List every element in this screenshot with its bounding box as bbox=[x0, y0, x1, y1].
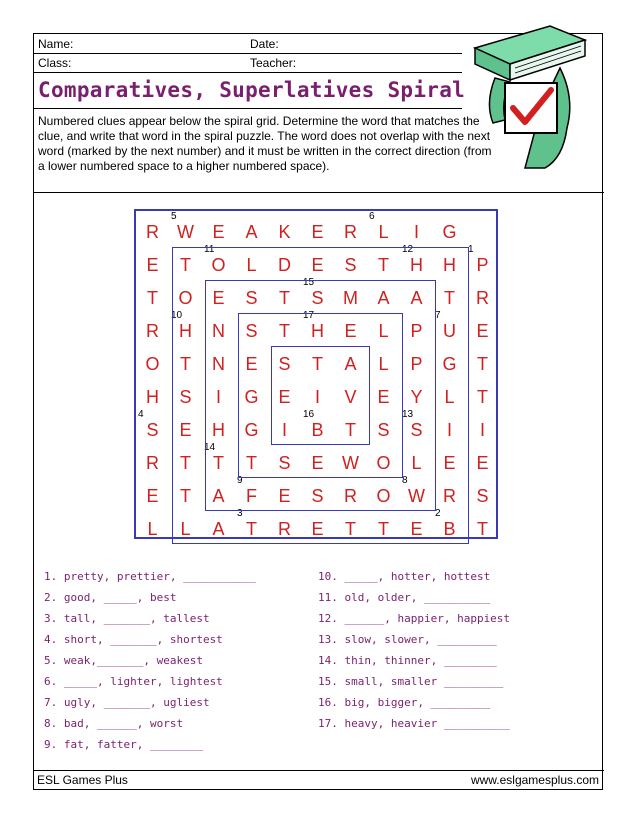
grid-cell: E bbox=[146, 255, 159, 275]
clue-number: 11 bbox=[204, 244, 215, 255]
grid-cell: O bbox=[376, 453, 391, 473]
grid-cell: W bbox=[408, 486, 425, 506]
clue-item: 11. old, older, __________ bbox=[318, 591, 491, 604]
clue-number: 14 bbox=[204, 442, 216, 453]
grid-cell: W bbox=[342, 453, 359, 473]
grid-cell: S bbox=[278, 354, 291, 374]
title-divider bbox=[34, 108, 462, 109]
grid-cell: D bbox=[278, 255, 291, 275]
spiral-path bbox=[271, 346, 370, 445]
clue-number: 3 bbox=[237, 508, 243, 519]
clue-item: 17. heavy, heavier __________ bbox=[318, 717, 511, 730]
grid-cell: R bbox=[344, 222, 357, 242]
grid-cell: A bbox=[212, 486, 225, 506]
grid-cell: W bbox=[177, 222, 194, 242]
grid-cell: E bbox=[278, 486, 291, 506]
clue-number: 15 bbox=[303, 277, 315, 288]
clue-item: 12. ______, happier, happiest bbox=[318, 612, 511, 625]
grid-cell: T bbox=[180, 453, 191, 473]
clue-number: 7 bbox=[435, 310, 441, 321]
grid-cell: S bbox=[476, 486, 489, 506]
grid-cell: P bbox=[410, 354, 423, 374]
grid-cell: T bbox=[180, 354, 191, 374]
grid-cell: F bbox=[246, 486, 257, 506]
grid-cell: T bbox=[180, 255, 191, 275]
name-label: Name: bbox=[38, 37, 74, 51]
grid-cell: H bbox=[410, 255, 423, 275]
clue-number: 4 bbox=[138, 409, 144, 420]
teacher-label: Teacher: bbox=[250, 56, 297, 70]
clue-item: 3. tall, _______, tallest bbox=[44, 612, 210, 625]
grid-cell: I bbox=[314, 387, 320, 407]
grid-cell: I bbox=[479, 420, 485, 440]
grid-cell: E bbox=[278, 387, 291, 407]
grid-cell: E bbox=[476, 321, 489, 341]
intro-divider bbox=[34, 192, 604, 193]
grid-cell: Y bbox=[410, 387, 423, 407]
grid-cell: L bbox=[180, 519, 191, 539]
grid-cell bbox=[466, 211, 499, 244]
grid-cell: L bbox=[378, 222, 389, 242]
clue-number: 13 bbox=[402, 409, 414, 420]
clue-number: 5 bbox=[171, 211, 177, 222]
grid-cell: T bbox=[180, 486, 191, 506]
grid-cell: E bbox=[311, 519, 324, 539]
grid-cell: H bbox=[212, 420, 225, 440]
grid-cell: N bbox=[212, 354, 225, 374]
clue-item: 2. good, _____, best bbox=[44, 591, 177, 604]
grid-cell: I bbox=[413, 222, 419, 242]
clue-item: 6. _____, lighter, lightest bbox=[44, 675, 223, 688]
grid-cell: S bbox=[245, 288, 258, 308]
grid-cell: E bbox=[179, 420, 192, 440]
grid-cell: H bbox=[146, 387, 159, 407]
grid-cell: E bbox=[377, 387, 390, 407]
grid-cell: T bbox=[246, 453, 257, 473]
grid-cell: A bbox=[212, 519, 225, 539]
grid-cell: O bbox=[211, 255, 226, 275]
grid-cell: R bbox=[146, 453, 159, 473]
clue-item: 16. big, bigger, _________ bbox=[318, 696, 491, 709]
book-icon bbox=[475, 26, 585, 80]
grid-cell: R bbox=[344, 486, 357, 506]
grid-cell: S bbox=[179, 387, 192, 407]
grid-cell: T bbox=[279, 288, 290, 308]
book-checkmark-illustration bbox=[455, 8, 605, 173]
grid-cell: B bbox=[443, 519, 456, 539]
grid-cell: T bbox=[279, 321, 290, 341]
grid-cell: T bbox=[378, 519, 389, 539]
grid-cell: E bbox=[311, 222, 324, 242]
clue-item: 13. slow, slower, _________ bbox=[318, 633, 497, 646]
grid-cell: E bbox=[311, 255, 324, 275]
grid-cell: S bbox=[311, 486, 324, 506]
grid-cell: S bbox=[146, 420, 159, 440]
grid-cell: T bbox=[312, 354, 323, 374]
grid-cell: L bbox=[147, 519, 158, 539]
grid-cell: R bbox=[476, 288, 489, 308]
grid-cell: H bbox=[179, 321, 192, 341]
grid-cell: E bbox=[212, 222, 225, 242]
clue-number: 6 bbox=[369, 211, 375, 222]
clue-item: 8. bad, ______, worst bbox=[44, 717, 184, 730]
grid-cell: G bbox=[442, 354, 457, 374]
grid-cell: A bbox=[245, 222, 258, 242]
grid-cell: T bbox=[345, 519, 356, 539]
grid-cell: V bbox=[344, 387, 357, 407]
grid-cell: P bbox=[476, 255, 489, 275]
grid-cell: I bbox=[215, 387, 221, 407]
grid-cell: L bbox=[411, 453, 422, 473]
grid-cell: E bbox=[146, 486, 159, 506]
grid-cell: E bbox=[245, 354, 258, 374]
spiral-grid bbox=[134, 209, 498, 539]
grid-cell: T bbox=[246, 519, 257, 539]
grid-cell: G bbox=[442, 222, 457, 242]
grid-cell: N bbox=[212, 321, 225, 341]
grid-cell: G bbox=[244, 420, 259, 440]
grid-cell: R bbox=[278, 519, 291, 539]
clue-number: 16 bbox=[303, 409, 315, 420]
grid-cell: E bbox=[410, 519, 423, 539]
clue-number: 1 bbox=[468, 244, 474, 255]
grid-cell: T bbox=[378, 255, 389, 275]
clue-item: 5. weak,_______, weakest bbox=[44, 654, 203, 667]
footer-divider bbox=[34, 770, 604, 771]
grid-cell: R bbox=[146, 222, 159, 242]
clue-number: 2 bbox=[435, 508, 441, 519]
clue-number: 12 bbox=[402, 244, 414, 255]
date-label: Date: bbox=[250, 37, 279, 51]
clue-number: 17 bbox=[303, 310, 315, 321]
grid-cell: T bbox=[213, 453, 224, 473]
grid-cell: U bbox=[443, 321, 456, 341]
clue-item: 1. pretty, prettier, ___________ bbox=[44, 570, 256, 583]
grid-cell: S bbox=[410, 420, 423, 440]
grid-cell: L bbox=[378, 321, 389, 341]
grid-cell: A bbox=[344, 354, 357, 374]
grid-cell: T bbox=[147, 288, 158, 308]
grid-cell: R bbox=[146, 321, 159, 341]
checkmark-icon bbox=[505, 83, 557, 133]
grid-cell: T bbox=[345, 420, 356, 440]
grid-cell: H bbox=[443, 255, 456, 275]
grid-cell: E bbox=[443, 453, 456, 473]
clue-item: 7. ugly, _______, ugliest bbox=[44, 696, 210, 709]
clue-number: 10 bbox=[171, 310, 183, 321]
grid-cell: O bbox=[376, 486, 391, 506]
header-divider bbox=[34, 53, 462, 54]
grid-cell: E bbox=[344, 321, 357, 341]
grid-cell: E bbox=[311, 453, 324, 473]
grid-cell: I bbox=[446, 420, 452, 440]
grid-cell: O bbox=[178, 288, 193, 308]
clue-number: 8 bbox=[402, 475, 408, 486]
grid-cell: L bbox=[444, 387, 455, 407]
grid-cell: A bbox=[410, 288, 423, 308]
grid-cell: B bbox=[311, 420, 324, 440]
class-label: Class: bbox=[38, 56, 72, 70]
instructions: Numbered clues appear below the spiral grid. Determine the word that matches the clue, and write that word in the spiral puzzle. The word does not overlap with the next word (marked by the next number) and it must be written in the correct direction (from a lower numbered space to a higher numbered space). bbox=[38, 114, 492, 173]
grid-cell: P bbox=[410, 321, 423, 341]
grid-cell: T bbox=[444, 288, 455, 308]
clue-item: 4. short, _______, shortest bbox=[44, 633, 223, 646]
grid-cell: K bbox=[278, 222, 291, 242]
page-title: Comparatives, Superlatives Spiral bbox=[38, 78, 466, 102]
clue-item: 14. thin, thinner, ________ bbox=[318, 654, 497, 667]
grid-cell: E bbox=[476, 453, 489, 473]
clue-item: 9. fat, fatter, ________ bbox=[44, 738, 203, 751]
grid-cell: L bbox=[378, 354, 389, 374]
grid-cell: T bbox=[477, 354, 488, 374]
footer-url: www.eslgamesplus.com bbox=[470, 773, 599, 787]
grid-cell: S bbox=[344, 255, 357, 275]
grid-cell: R bbox=[443, 486, 456, 506]
grid-cell: G bbox=[244, 387, 259, 407]
grid-cell: A bbox=[377, 288, 390, 308]
grid-cell: E bbox=[212, 288, 225, 308]
clue-item: 15. small, smaller _________ bbox=[318, 675, 504, 688]
grid-cell: S bbox=[311, 288, 324, 308]
grid-cell: T bbox=[477, 387, 488, 407]
grid-cell: S bbox=[278, 453, 291, 473]
clue-item: 10. _____, hotter, hottest bbox=[318, 570, 491, 583]
grid-cell: S bbox=[377, 420, 390, 440]
clue-number: 9 bbox=[237, 475, 243, 486]
grid-cell: L bbox=[246, 255, 257, 275]
grid-cell: H bbox=[311, 321, 324, 341]
footer-brand: ESL Games Plus bbox=[37, 773, 128, 787]
grid-cell: I bbox=[281, 420, 287, 440]
grid-cell: T bbox=[477, 519, 488, 539]
grid-cell: M bbox=[343, 288, 358, 308]
header-divider bbox=[34, 72, 462, 73]
grid-cell: S bbox=[245, 321, 258, 341]
grid-cell: O bbox=[145, 354, 160, 374]
